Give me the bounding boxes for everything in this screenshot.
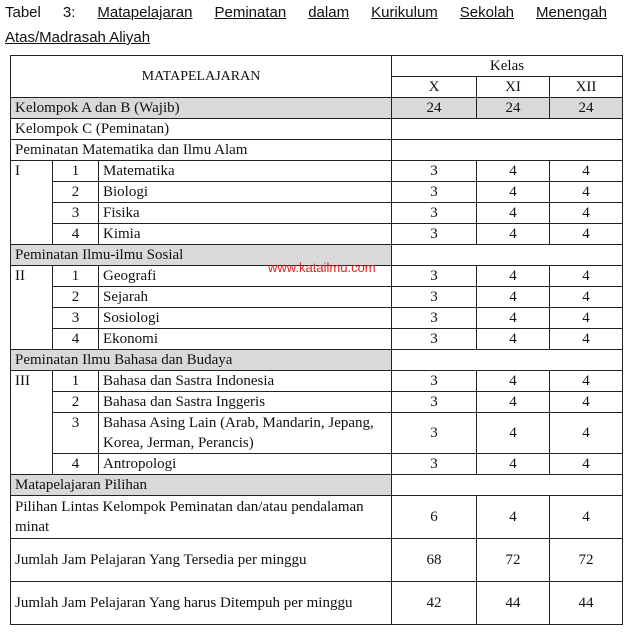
table-row (11, 454, 623, 475)
cell-xii: 4 (550, 371, 623, 392)
curriculum-table (10, 55, 623, 625)
table-row (11, 224, 623, 245)
row-number: 4 (53, 454, 99, 475)
cell-xi: 4 (477, 329, 550, 350)
cell-x: 3 (392, 392, 477, 413)
table-row (11, 182, 623, 203)
subject-name: Geografi (99, 266, 392, 287)
row-number: 1 (53, 266, 99, 287)
row-number: 1 (53, 371, 99, 392)
cell-xii: 4 (550, 454, 623, 475)
cell-x: 3 (392, 182, 477, 203)
cell-xi: 72 (477, 539, 550, 582)
cell-xi: 4 (477, 203, 550, 224)
subject-name: Sosiologi (99, 308, 392, 329)
empty-cell (392, 245, 623, 266)
row-number: 3 (53, 308, 99, 329)
caption-line-1 (5, 0, 607, 25)
cell-x: 6 (392, 496, 477, 539)
cell-x: 3 (392, 329, 477, 350)
cell-xi: 4 (477, 266, 550, 287)
section-roman: I (11, 161, 53, 245)
empty-cell (392, 119, 623, 140)
cell-xi: 4 (477, 392, 550, 413)
cell-xii: 4 (550, 392, 623, 413)
cell-xii: 44 (550, 582, 623, 625)
row-number: 3 (53, 413, 99, 454)
group-ab-label: Kelompok A dan B (Wajib) (11, 98, 392, 119)
header-class-x: X (392, 77, 477, 98)
subject-name: Bahasa Asing Lain (Arab, Mandarin, Jepang, Korea, Jerman, Perancis) (99, 413, 392, 454)
caption-word: Peminatan (214, 4, 287, 21)
caption-word: dalam (308, 4, 350, 21)
header-class-xii: XII (550, 77, 623, 98)
cell-x: 3 (392, 454, 477, 475)
table-row (11, 329, 623, 350)
table-row (11, 161, 623, 182)
section-title-row (11, 350, 623, 371)
group-c-row (11, 119, 623, 140)
caption-word: Matapelajaran (97, 4, 193, 21)
subject-name: Kimia (99, 224, 392, 245)
subject-name: Biologi (99, 182, 392, 203)
cell-x: 3 (392, 203, 477, 224)
table-row (11, 371, 623, 392)
caption-word: Menengah (536, 4, 607, 21)
cell-xii: 4 (550, 496, 623, 539)
row-number: 1 (53, 161, 99, 182)
cell-x: 3 (392, 413, 477, 454)
header-subject: MATAPELAJARAN (11, 56, 392, 98)
table-row (11, 203, 623, 224)
cell-xi: 4 (477, 308, 550, 329)
cell-xii: 24 (550, 98, 623, 119)
cell-xii: 4 (550, 308, 623, 329)
cell-xii: 4 (550, 287, 623, 308)
section-title: Matapelajaran Pilihan (11, 475, 392, 496)
cell-xi: 4 (477, 413, 550, 454)
cell-xii: 72 (550, 539, 623, 582)
subject-name: Fisika (99, 203, 392, 224)
cell-x: 3 (392, 287, 477, 308)
empty-cell (392, 140, 623, 161)
group-ab-row (11, 98, 623, 119)
section-title: Peminatan Matematika dan Ilmu Alam (11, 140, 392, 161)
cell-x: 3 (392, 266, 477, 287)
total-label: Jumlah Jam Pelajaran Yang harus Ditempuh per minggu (11, 582, 392, 625)
cell-x: 24 (392, 98, 477, 119)
section-title-row (11, 475, 623, 496)
cell-xi: 4 (477, 496, 550, 539)
caption-line-2 (5, 25, 607, 50)
cell-xi: 4 (477, 161, 550, 182)
cell-xii: 4 (550, 224, 623, 245)
cell-xi: 24 (477, 98, 550, 119)
caption-word: Kurikulum (371, 4, 438, 21)
row-number: 4 (53, 224, 99, 245)
subject-name: Ekonomi (99, 329, 392, 350)
cell-xii: 4 (550, 413, 623, 454)
section-title-row (11, 140, 623, 161)
caption-word: Tabel (5, 4, 41, 21)
watermark: www.katailmu.com (268, 260, 376, 275)
table-row (11, 308, 623, 329)
header-class-xi: XI (477, 77, 550, 98)
cell-xi: 4 (477, 224, 550, 245)
table-row (11, 496, 623, 539)
cell-x: 3 (392, 308, 477, 329)
table-row (11, 413, 623, 454)
group-c-label: Kelompok C (Peminatan) (11, 119, 392, 140)
section-roman: II (11, 266, 53, 350)
row-number: 2 (53, 392, 99, 413)
row-number: 3 (53, 203, 99, 224)
table-row (11, 392, 623, 413)
cell-x: 3 (392, 161, 477, 182)
header-kelas: Kelas (392, 56, 623, 77)
cell-xii: 4 (550, 266, 623, 287)
cell-xi: 4 (477, 287, 550, 308)
empty-cell (392, 350, 623, 371)
row-number: 2 (53, 287, 99, 308)
cell-xi: 44 (477, 582, 550, 625)
table-row (11, 287, 623, 308)
total-row (11, 582, 623, 625)
cell-xii: 4 (550, 203, 623, 224)
table-caption (5, 0, 607, 50)
cell-x: 42 (392, 582, 477, 625)
cell-xii: 4 (550, 161, 623, 182)
row-number: 4 (53, 329, 99, 350)
row-number: 2 (53, 182, 99, 203)
subject-name: Matematika (99, 161, 392, 182)
cell-x: 3 (392, 224, 477, 245)
header-row (11, 56, 623, 77)
cell-xi: 4 (477, 454, 550, 475)
total-label: Jumlah Jam Pelajaran Yang Tersedia per minggu (11, 539, 392, 582)
subject-name: Bahasa dan Sastra Indonesia (99, 371, 392, 392)
section-title: Peminatan Ilmu Bahasa dan Budaya (11, 350, 392, 371)
caption-word: Atas/Madrasah Aliyah (5, 29, 151, 46)
empty-cell (392, 475, 623, 496)
cell-xii: 4 (550, 329, 623, 350)
subject-name: Sejarah (99, 287, 392, 308)
subject-name: Antropologi (99, 454, 392, 475)
section-title: Peminatan Ilmu-ilmu Sosial (11, 245, 392, 266)
cell-xii: 4 (550, 182, 623, 203)
cell-xi: 4 (477, 371, 550, 392)
caption-word: 3: (62, 4, 76, 21)
section-roman: III (11, 371, 53, 475)
cell-xi: 4 (477, 182, 550, 203)
cell-x: 3 (392, 371, 477, 392)
total-row (11, 539, 623, 582)
subject-name: Bahasa dan Sastra Inggeris (99, 392, 392, 413)
cell-x: 68 (392, 539, 477, 582)
caption-word: Sekolah (459, 4, 515, 21)
subject-name: Pilihan Lintas Kelompok Peminatan dan/atau pendalaman minat (11, 496, 392, 539)
